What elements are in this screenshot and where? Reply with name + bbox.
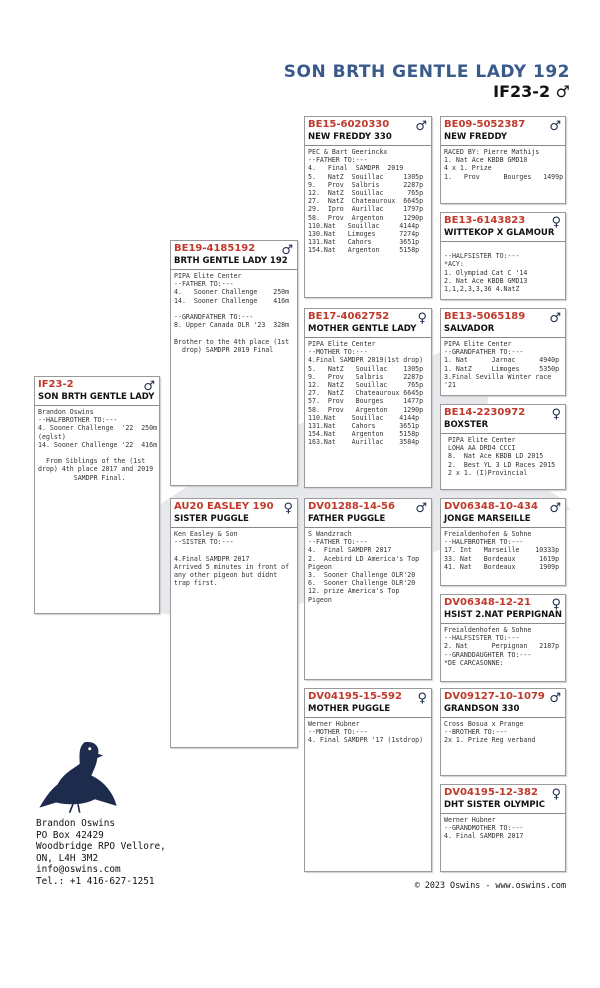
ring-number: BE15-6020330 [308,119,390,130]
card-notes: Ken Easley & Son --SISTER TO:--- 4.Final SAMDPR 2017 Arrived 5 minutes in front of any other pigeon but didnt trap first. [174,530,290,588]
card-father [170,240,298,486]
pigeon-name: JONGE MARSEILLE [444,514,531,524]
ring-number: BE09-5052387 [444,119,526,130]
ring-number: DV01288-14-56 [308,501,395,512]
pigeon-name: DHT SISTER OLYMPIC [444,800,546,810]
card-mother [170,498,298,748]
page-subtitle [493,82,570,101]
ring-number: DV06348-10-434 [444,501,538,512]
pigeon-name: SISTER PUGGLE [174,514,249,524]
pigeon-name: NEW FREDDY 330 [308,132,392,142]
copyright-text: © 2023 Oswins - www.oswins.com [414,880,566,890]
pigeon-name: GRANDSON 330 [444,704,520,714]
ring-number: DV06348-12-21 [444,597,531,608]
card-fmf [440,308,566,396]
card-notes: Cross Bosua x Prange --BROTHER TO:--- 2x 1. Prize Reg verband [444,720,536,745]
card-notes: Brandon Oswins --HALFBROTHER TO:--- 4. Sooner Challenge '22 250m (eglst) 14. Sooner Challenge '22 416m From Siblings of the (1st drop) 4th place 2017 and 2019 SAMDPR Final. [38,408,158,482]
pigeon-name: NEW FREDDY [444,132,508,142]
address-name: Brandon Oswins [36,818,116,829]
ring-number: BE17-4062752 [308,311,390,322]
sex-icon: ♀ [551,407,561,422]
pigeon-name: SON BRTH GENTLE LADY [38,392,155,402]
pigeon-name: BOXSTER [444,420,489,430]
card-mm [304,688,432,872]
sex-icon: ♀ [551,597,561,612]
sex-icon: ♂ [415,501,427,516]
ring-number: DV04195-15-592 [308,691,402,702]
card-notes: PIPA Elite Center --GRANDFATHER TO:--- 1. Nat Jarnac 4940p 1. NatZ Limoges 5350p 3.Final Sevilla Winter race '21 [444,340,560,390]
card-notes: --HALFSISTER TO:--- *ACY: 1. Olympiad Cat C '14 2. Nat Ace KBDB GMD13 1,1,2,3,3,36 4.NatZ [444,252,528,294]
card-mfm [440,594,566,682]
pigeon-name: HSIST 2.NAT PERPIGNAN [444,610,562,620]
card-mff [440,498,566,586]
ring-number: BE13-5065189 [444,311,526,322]
pigeon-name: SALVADOR [444,324,495,334]
address-phone: Tel.: +1 416-627-1251 [36,875,155,887]
sex-icon: ♀ [417,691,427,706]
subtitle-ring: IF23-2 [493,82,551,101]
sex-icon: ♀ [551,215,561,230]
ring-number: BE13-6143823 [444,215,526,226]
sex-icon: ♂ [281,243,293,258]
card-mmm [440,784,566,872]
sex-icon: ♀ [551,787,561,802]
pigeon-name: WITTEKOP X GLAMOUR [444,228,555,238]
sex-icon: ♀ [417,311,427,326]
address-email: info@oswins.com [36,864,121,876]
ring-number: DV09127-10-1079 [444,691,545,702]
card-notes: Werner Hubner --MOTHER TO:--- 4. Final SAMDPR '17 (1stdrop) [308,720,424,745]
address-street: Woodbridge RPO Vellore, [36,841,166,853]
card-notes: Freialdenhofen & Sohne --HALFBROTHER TO:--- 17. Int Marseille 10333p 33. Nat Bordeaux 1619p 41. Nat Bordeaux 1909p [444,530,560,571]
sex-icon: ♂ [143,379,155,394]
pigeon-logo-icon [36,732,120,816]
card-notes: PEC & Bart Geerinckx --FATHER TO:--- 4. Final SAMDPR 2019 5. NatZ Souillac 1305p 9. Prov Salbris 2287p 12. NatZ Souillac 765p 27. NatZ Chateauroux 6645p 29. Ipro Aurillac 1797p 58. Prov Argenton 1290p 110.Nat Souillac 4144p 130.Nat Limoges 7274p 131.Nat Cahors 3651p 154.Nat Argenton 5158p [308,148,424,255]
card-fff [440,116,566,204]
card-mf [304,498,432,680]
ring-number: BE14-2230972 [444,407,526,418]
page-title: SON BRTH GENTLE LADY 192 [283,62,570,82]
sex-icon: ♀ [283,501,293,516]
ring-number: IF23-2 [38,379,74,390]
ring-number: DV04195-12-382 [444,787,538,798]
ring-number: BE19-4185192 [174,243,256,254]
pigeon-name: BRTH GENTLE LADY 192 [174,256,288,266]
card-fmm [440,404,566,490]
ring-number: AU20 EASLEY 190 [174,501,274,512]
pigeon-name: MOTHER PUGGLE [308,704,391,714]
card-notes: Freialdenhofen & Sohne --HALFSISTER TO:--- 2. Nat Perpignan 2187p --GRANDDAUGHTER TO:--- *DE CARCASONNE: [444,626,560,667]
card-notes: S Wandzrach --FATHER TO:--- 4. Final SAMDPR 2017 2. Acebird LD America's Top Pigeon 3. Sooner Challenge OLR'20 6. Sooner Challenge OLR'20 12. prize America's Top Pigeon [308,530,420,604]
card-ff [304,116,432,298]
sex-icon: ♂ [549,311,561,326]
card-notes: PIPA Elite Center --MOTHER TO:--- 4.Final SAMDPR 2019(1st drop) 5. NatZ Souillac 1305p 9. Prov Salbris 2287p 12. NatZ Souillac 765p 27. NatZ Chateauroux 6645p 57. Prov Bourges 1477p 58. Prov Argenton 1290p 110.Nat Souillac 4144p 131.Nat Cahors 3651p 154.Nat Argenton 5158p 163.Nat Aurillac 3584p [308,340,424,447]
address-city: ON, L4H 3M2 [36,852,99,864]
sex-icon: ♂ [549,501,561,516]
sex-icon: ♂ [415,119,427,134]
card-fm [304,308,432,488]
pigeon-name: MOTHER GENTLE LADY [308,324,417,334]
card-notes: PIPA Elite Center LOHA AA DRD4 CCCI 8. Nat Ace KBDB LD 2015 2. Best YL 3 LD Races 2015 2 x 1. (I)Provincial [447,436,556,477]
male-icon: ♂ [555,82,570,101]
card-notes: PIPA Elite Center --FATHER TO:--- 4. Sooner Challenge 250m 14. Sooner Challenge 416m --GRANDFATHER TO:--- 8. Upper Canada OLR '23 328m Brother to the 4th place (1st drop) SAMDPR 2019 Final [174,272,290,354]
sex-icon: ♂ [549,691,561,706]
address-po: PO Box 42429 [36,829,104,841]
pigeon-name: FATHER PUGGLE [308,514,386,524]
sex-icon: ♂ [549,119,561,134]
card-notes: Werner Hubner --GRANDMOTHER TO:--- 4. Final SAMDPR 2017 [444,816,524,841]
address-block [36,818,166,888]
card-mmf [440,688,566,776]
card-notes: RACED BY: Pierre Mathijs 1. Nat Ace KBDB GMD10 4 x 1. Prize 1. Prov Bourges 1499p [444,148,564,181]
card-ffm [440,212,566,300]
card-subject [34,376,160,614]
